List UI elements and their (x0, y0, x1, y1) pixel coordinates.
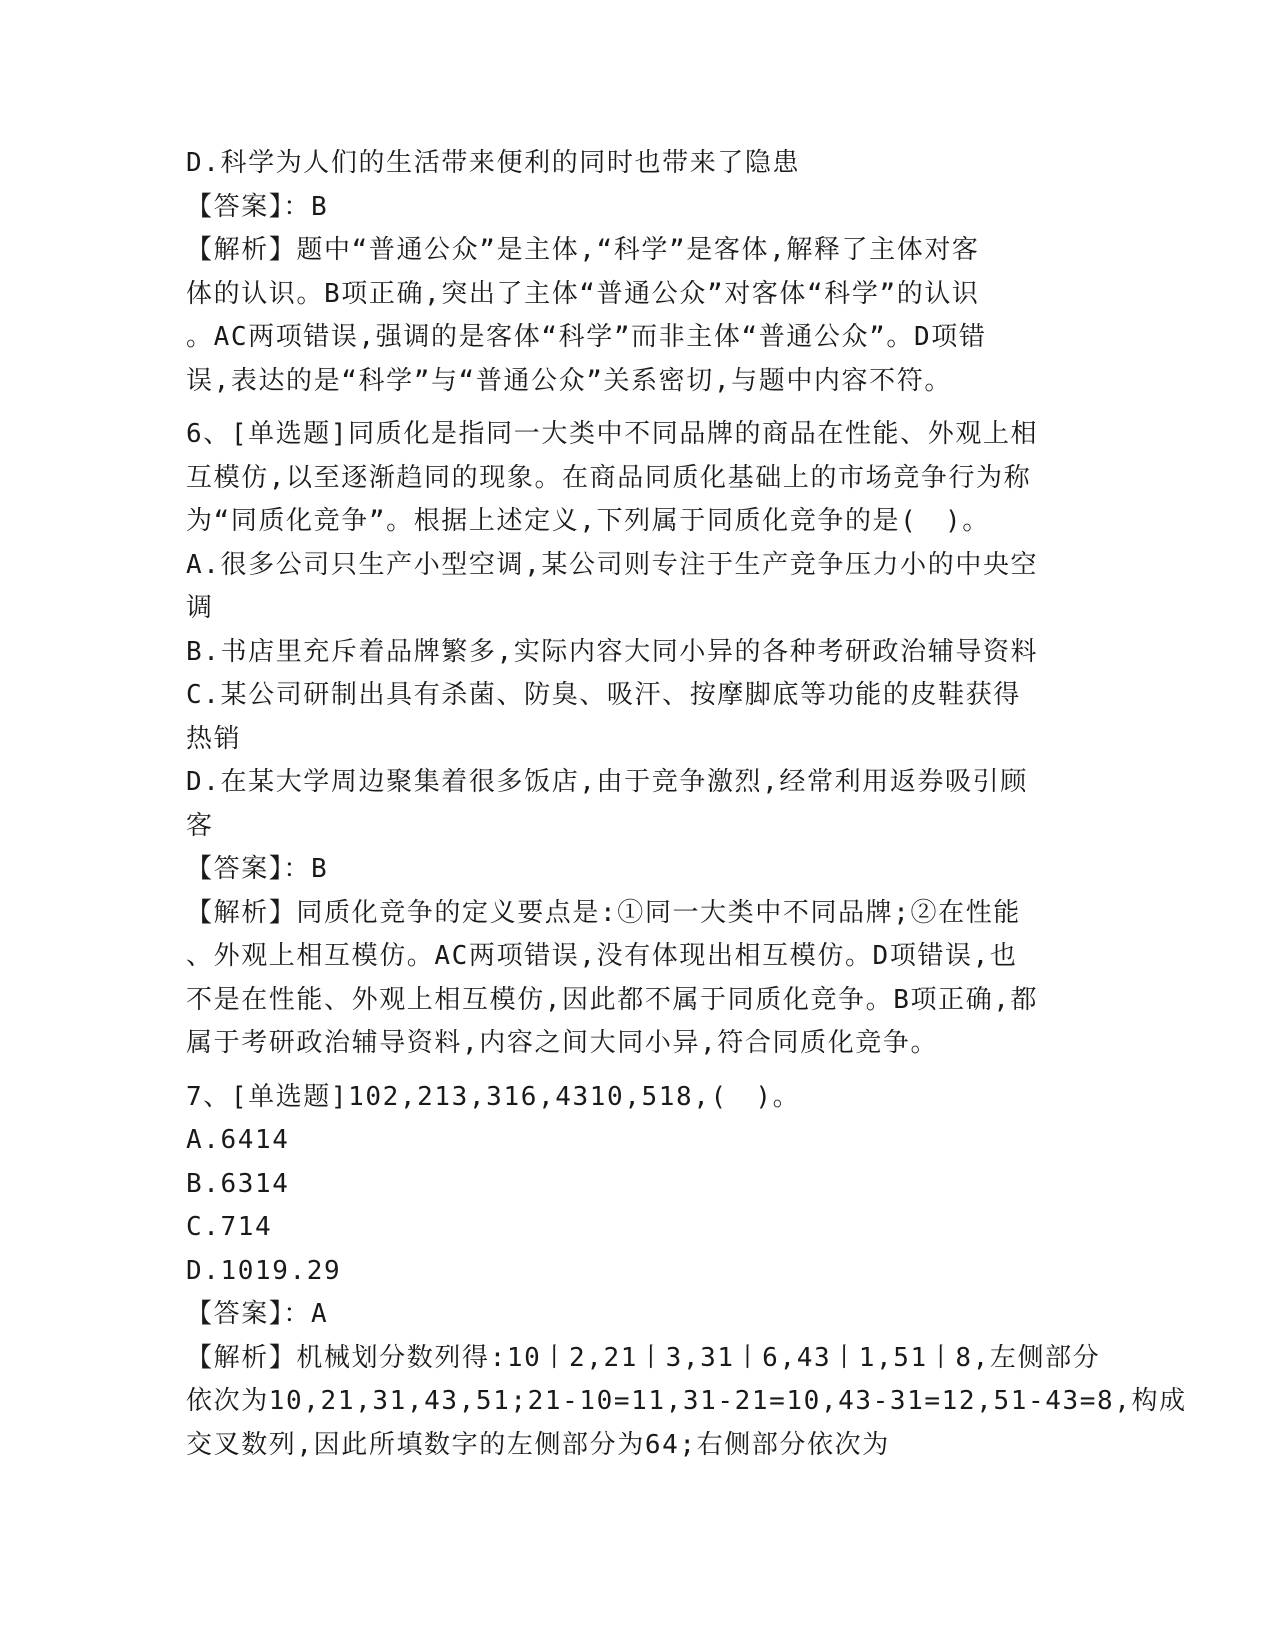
question-stem: 为“同质化竞争”。根据上述定义,下列属于同质化竞争的是( )。 (186, 506, 990, 536)
analysis-line: 依次为10,21,31,43,51;21-10=11,31-21=10,43-31=12,51-43=8,构成 (186, 1386, 1187, 1416)
option-c: C.714 (186, 1212, 273, 1242)
analysis-line: 体的认识。B项正确,突出了主体“普通公众”对客体“科学”的认识 (186, 278, 980, 309)
option-b: B.书店里充斥着品牌繁多,实际内容大同小异的各种考研政治辅导资料 (186, 636, 1039, 667)
option-c: C.某公司研制出具有杀菌、防臭、吸汗、按摩脚底等功能的皮鞋获得 (186, 680, 1021, 710)
option-d: D.科学为人们的生活带来便利的同时也带来了隐患 (186, 148, 801, 178)
analysis-line: 属于考研政治辅导资料,内容之间大同小异,符合同质化竞争。 (186, 1028, 939, 1058)
question-7 (186, 1076, 1187, 1468)
option-a: A.6414 (186, 1125, 290, 1155)
option-b: B.6314 (186, 1168, 290, 1199)
question-stem: 互模仿,以至逐渐趋同的现象。在商品同质化基础上的市场竞争行为称 (186, 462, 1032, 493)
option-d: D.在某大学周边聚集着很多饭店,由于竞争激烈,经常利用返券吸引顾 (186, 767, 1028, 797)
document-page (186, 142, 1187, 1467)
option-d: 客 (186, 810, 214, 841)
analysis-line: 。AC两项错误,强调的是客体“科学”而非主体“普通公众”。D项错 (186, 322, 987, 352)
question-gap (186, 403, 1086, 413)
option-a: A.很多公司只生产小型空调,某公司则专注于生产竞争压力小的中央空 (186, 549, 1039, 580)
answer-line: 【答案】：B (186, 191, 329, 222)
option-c: 热销 (186, 723, 242, 754)
analysis-line: 【解析】机械划分数列得:10丨2,21丨3,31丨6,43丨1,51丨8,左侧部分 (186, 1342, 1101, 1373)
analysis-line: 、外观上相互模仿。AC两项错误,没有体现出相互模仿。D项错误,也 (186, 941, 1018, 971)
question-stem: 6、[单选题]同质化是指同一大类中不同品牌的商品在性能、外观上相 (186, 419, 1039, 449)
question-gap (186, 1066, 1086, 1076)
question-6 (186, 413, 1086, 1066)
analysis-line: 误,表达的是“科学”与“普通公众”关系密切,与题中内容不符。 (186, 365, 952, 396)
option-a: 调 (186, 593, 214, 623)
question-stem: 7、[单选题]102,213,316,4310,518,( )。 (186, 1081, 801, 1112)
analysis-line: 【解析】题中“普通公众”是主体,“科学”是客体,解释了主体对客 (186, 235, 980, 265)
question-5-tail (186, 142, 1086, 403)
answer-line: 【答案】：B (186, 854, 329, 884)
answer-line: 【答案】：A (186, 1299, 329, 1329)
analysis-line: 交叉数列,因此所填数字的左侧部分为64;右侧部分依次为 (186, 1429, 890, 1460)
analysis-line: 不是在性能、外观上相互模仿,因此都不属于同质化竞争。B项正确,都 (186, 984, 1039, 1015)
option-d: D.1019.29 (186, 1255, 342, 1286)
analysis-line: 【解析】同质化竞争的定义要点是:①同一大类中不同品牌;②在性能 (186, 897, 1021, 928)
